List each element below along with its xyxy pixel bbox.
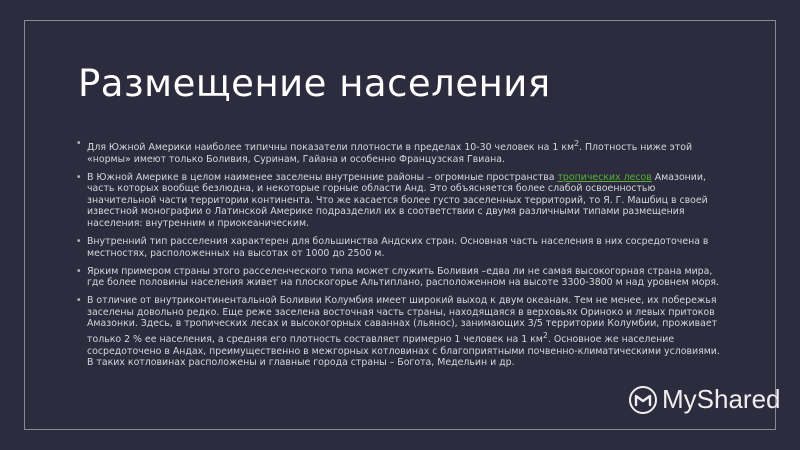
bullet-text: В отличие от внутриконтинентальной Боливии Колумбия имеет широкий выход к двум океанам. Тем не менее, их побережья заселены довольно редко. Еще реже заселена восточная часть страны, находящаяся в верховьях Ориноко и левых притоков Амазонки. Здесь, в тропических лесах и высокогорных саваннах (льянос), занимающих 3/5 территории Колумбии, проживает только 2 % ее населения, а средняя его плотность составляет примерно 1 человек на 1 км	[87, 295, 718, 346]
bullet-dot-icon: •	[76, 236, 82, 248]
slide-title: Размещение населения	[78, 62, 551, 105]
bullet-text: Ярким примером страны этого расселенческого типа может служить Боливия –едва ли не самая высокогорная страна мира, где более половины населения живет на плоскогорье Альтиплано, расположенном на высоте 3300-3800 м над уровнем моря.	[87, 265, 720, 289]
bullet-text: Амазонии, часть которых вообще безлюдна, и некоторые горные области Анд. Это объясняется более слабой освоенностью значительной части территории континента. Что же касается более густо заселенных территорий, то Я. Г. Машбиц в своей известной монографии о Латинской Америке подразделил их в соответствии с двумя различными типами размещения населения: внутренним и приокеаническим.	[87, 171, 708, 230]
bullet-text: Для Южной Америки наиболее типичны показатели плотности в пределах 10-30 человек на 1 км	[87, 142, 575, 154]
bullet-dot-icon: •	[76, 295, 82, 307]
superscript: 2	[574, 139, 580, 148]
bullet-item-interior-regions	[76, 172, 726, 230]
superscript: 2	[542, 331, 548, 340]
myshared-logo-icon	[628, 385, 658, 415]
bullet-text: . Основное же население сосредоточено в Андах, преимущественно в межгорных котловинах с благоприятными почвенно-климатическими условиями. В таких котловинах расположены и главные города страны – Богота, Медельин и др.	[87, 334, 720, 369]
bullet-text: . Плотность ниже этой «нормы» имеют только Боливия, Суринам, Гайана и особенно Французская Гвиана.	[87, 142, 693, 165]
bullet-item-colombia	[76, 295, 726, 369]
bullet-item-bolivia	[76, 266, 726, 289]
bullet-text: Внутренний тип расселения характерен для большинства Андских стран. Основная часть населения в них сосредоточена в местностях, расположенных на высотах от 1000 до 2500 м.	[87, 236, 709, 259]
bullet-item-inner-type	[76, 236, 726, 259]
bullet-dot-icon: •	[76, 171, 82, 183]
bullet-dot-icon: •	[76, 138, 82, 149]
watermark-text: MyShared	[662, 384, 781, 414]
bullet-item-density	[76, 138, 726, 165]
bullet-text: В Южной Америке в целом наименее заселены внутренние районы – огромные пространства	[87, 171, 558, 183]
bullet-list	[76, 138, 726, 375]
tropical-forests-link[interactable]: тропических лесов	[557, 171, 652, 183]
bullet-dot-icon: •	[76, 265, 82, 277]
myshared-watermark	[628, 384, 781, 415]
